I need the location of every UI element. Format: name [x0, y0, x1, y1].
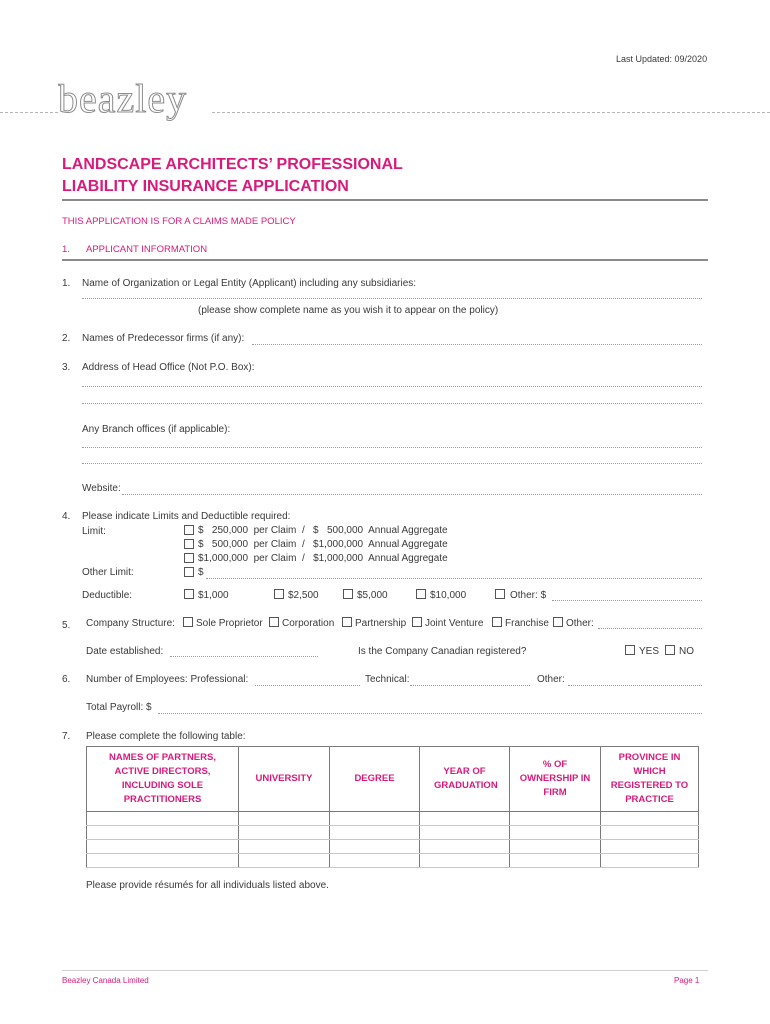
deductible-2500-checkbox[interactable] — [274, 589, 284, 599]
table-cell[interactable] — [239, 854, 330, 868]
total-payroll-field[interactable] — [158, 713, 702, 714]
structure-franchise-label: Franchise — [505, 618, 549, 629]
table-row — [87, 854, 699, 868]
date-established-label: Date established: — [86, 646, 164, 657]
table-cell[interactable] — [239, 840, 330, 854]
column-header-names: NAMES OF PARTNERS, ACTIVE DIRECTORS, INCLUDING SOLE PRACTITIONERS — [87, 747, 239, 812]
structure-sole-proprietor-checkbox[interactable] — [183, 617, 193, 627]
partners-table — [86, 746, 699, 868]
table-cell[interactable] — [87, 826, 239, 840]
limit-option-3-checkbox[interactable] — [184, 553, 194, 563]
resume-note: Please provide résumés for all individuals listed above. — [86, 880, 329, 891]
column-header-year-of-graduation: YEAR OF GRADUATION — [420, 747, 510, 812]
limit-option-2-checkbox[interactable] — [184, 539, 194, 549]
header-rule-right — [212, 112, 770, 113]
column-header-degree: DEGREE — [330, 747, 420, 812]
table-cell[interactable] — [330, 840, 420, 854]
svg-text:beazley: beazley — [58, 80, 188, 121]
canadian-yes-checkbox[interactable] — [625, 645, 635, 655]
structure-corporation-label: Corporation — [282, 618, 335, 629]
employees-technical-label: Technical: — [365, 674, 410, 685]
table-row — [87, 812, 699, 826]
q3-website-field[interactable] — [122, 494, 702, 495]
q3-website-label: Website: — [82, 483, 121, 494]
employees-other-label: Other: — [537, 674, 565, 685]
table-cell[interactable] — [420, 826, 510, 840]
deductible-other-checkbox[interactable] — [495, 589, 505, 599]
q3-branch-line1[interactable] — [82, 447, 702, 448]
table-cell[interactable] — [87, 840, 239, 854]
q7-number: 7. — [62, 731, 71, 742]
structure-corporation-checkbox[interactable] — [269, 617, 279, 627]
deductible-5000-checkbox[interactable] — [343, 589, 353, 599]
title-rule — [62, 199, 708, 201]
claims-made-note: THIS APPLICATION IS FOR A CLAIMS MADE POLICY — [62, 216, 296, 227]
limit-option-1-label: $ 250,000 per Claim / $ 500,000 Annual Aggregate — [198, 525, 448, 536]
beazley-logo — [58, 80, 208, 128]
q4-number: 4. — [62, 511, 71, 522]
page-title-line2: LIABILITY INSURANCE APPLICATION — [62, 178, 349, 195]
table-row — [87, 840, 699, 854]
q3-address-line2[interactable] — [82, 403, 702, 404]
header-rule-left — [0, 112, 58, 113]
canadian-no-checkbox[interactable] — [665, 645, 675, 655]
deductible-label: Deductible: — [82, 590, 133, 601]
deductible-5000-label: $5,000 — [357, 590, 388, 601]
deductible-other-label: Other: $ — [510, 590, 547, 601]
table-cell[interactable] — [601, 826, 699, 840]
limit-option-1-checkbox[interactable] — [184, 525, 194, 535]
structure-joint-venture-checkbox[interactable] — [412, 617, 422, 627]
column-header-province: PROVINCE IN WHICH REGISTERED TO PRACTICE — [601, 747, 699, 812]
employees-technical-field[interactable] — [410, 685, 530, 686]
table-cell[interactable] — [330, 812, 420, 826]
limit-option-2-label: $ 500,000 per Claim / $1,000,000 Annual Aggregate — [198, 539, 448, 550]
table-cell[interactable] — [420, 854, 510, 868]
q2-number: 2. — [62, 333, 71, 344]
structure-other-label: Other: — [566, 618, 594, 629]
date-established-field[interactable] — [170, 656, 318, 657]
table-cell[interactable] — [87, 812, 239, 826]
q4-label: Please indicate Limits and Deductible required: — [82, 511, 291, 522]
total-payroll-label: Total Payroll: $ — [86, 702, 152, 713]
table-cell[interactable] — [601, 854, 699, 868]
table-cell[interactable] — [510, 840, 601, 854]
deductible-2500-label: $2,500 — [288, 590, 319, 601]
footer-rule — [62, 970, 708, 971]
other-limit-field[interactable] — [206, 578, 702, 579]
q3-label: Address of Head Office (Not P.O. Box): — [82, 362, 255, 373]
deductible-1000-checkbox[interactable] — [184, 589, 194, 599]
q7-label: Please complete the following table: — [86, 731, 246, 742]
q2-field[interactable] — [252, 344, 702, 345]
deductible-1000-label: $1,000 — [198, 590, 229, 601]
structure-other-checkbox[interactable] — [553, 617, 563, 627]
structure-sole-proprietor-label: Sole Proprietor — [196, 618, 263, 629]
limit-option-3-label: $1,000,000 per Claim / $1,000,000 Annual Aggregate — [198, 553, 448, 564]
q3-address-line1[interactable] — [82, 386, 702, 387]
section-heading: APPLICANT INFORMATION — [86, 244, 208, 255]
table-cell[interactable] — [420, 840, 510, 854]
canadian-registered-label: Is the Company Canadian registered? — [358, 646, 527, 657]
table-cell[interactable] — [510, 812, 601, 826]
deductible-10000-checkbox[interactable] — [416, 589, 426, 599]
table-cell[interactable] — [510, 826, 601, 840]
table-cell[interactable] — [239, 812, 330, 826]
canadian-yes-label: YES — [639, 646, 660, 657]
table-row — [87, 826, 699, 840]
footer-company: Beazley Canada Limited — [62, 976, 149, 985]
q4-limit-label: Limit: — [82, 526, 106, 537]
section-rule — [62, 259, 708, 261]
deductible-other-field[interactable] — [552, 600, 702, 601]
table-header-row — [87, 747, 699, 812]
structure-partnership-checkbox[interactable] — [342, 617, 352, 627]
table-cell[interactable] — [330, 826, 420, 840]
structure-joint-venture-label: Joint Venture — [425, 618, 484, 629]
q6-number: 6. — [62, 674, 71, 685]
employees-professional-field[interactable] — [255, 685, 360, 686]
section-number: 1. — [62, 244, 70, 255]
q5-number: 5. — [62, 620, 71, 631]
employees-professional-label: Number of Employees: Professional: — [86, 674, 249, 685]
table-cell[interactable] — [420, 812, 510, 826]
canadian-no-label: NO — [679, 646, 694, 657]
q3-branch-label: Any Branch offices (if applicable): — [82, 424, 231, 435]
other-limit-label: Other Limit: — [82, 567, 134, 578]
column-header-ownership: % OF OWNERSHIP IN FIRM — [510, 747, 601, 812]
employees-other-field[interactable] — [568, 685, 702, 686]
footer-page-number: Page 1 — [674, 976, 700, 985]
other-limit-prefix: $ — [198, 567, 204, 578]
q1-number: 1. — [62, 278, 71, 289]
table-cell[interactable] — [87, 854, 239, 868]
q1-field[interactable] — [82, 298, 702, 299]
q3-branch-line2[interactable] — [82, 463, 702, 464]
page-title-line1: LANDSCAPE ARCHITECTS’ PROFESSIONAL — [62, 156, 403, 173]
table-cell[interactable] — [601, 812, 699, 826]
other-limit-checkbox[interactable] — [184, 567, 194, 577]
q1-note: (please show complete name as you wish it to appear on the policy) — [198, 305, 499, 316]
table-cell[interactable] — [510, 854, 601, 868]
structure-franchise-checkbox[interactable] — [492, 617, 502, 627]
q1-label: Name of Organization or Legal Entity (Applicant) including any subsidiaries: — [82, 278, 417, 289]
deductible-10000-label: $10,000 — [430, 590, 467, 601]
structure-partnership-label: Partnership — [355, 618, 407, 629]
last-updated: Last Updated: 09/2020 — [616, 54, 708, 64]
table-cell[interactable] — [239, 826, 330, 840]
table-cell[interactable] — [330, 854, 420, 868]
q3-number: 3. — [62, 362, 71, 373]
table-cell[interactable] — [601, 840, 699, 854]
structure-other-field[interactable] — [598, 628, 702, 629]
column-header-university: UNIVERSITY — [239, 747, 330, 812]
q5-label: Company Structure: — [86, 618, 175, 629]
q2-label: Names of Predecessor firms (if any): — [82, 333, 245, 344]
